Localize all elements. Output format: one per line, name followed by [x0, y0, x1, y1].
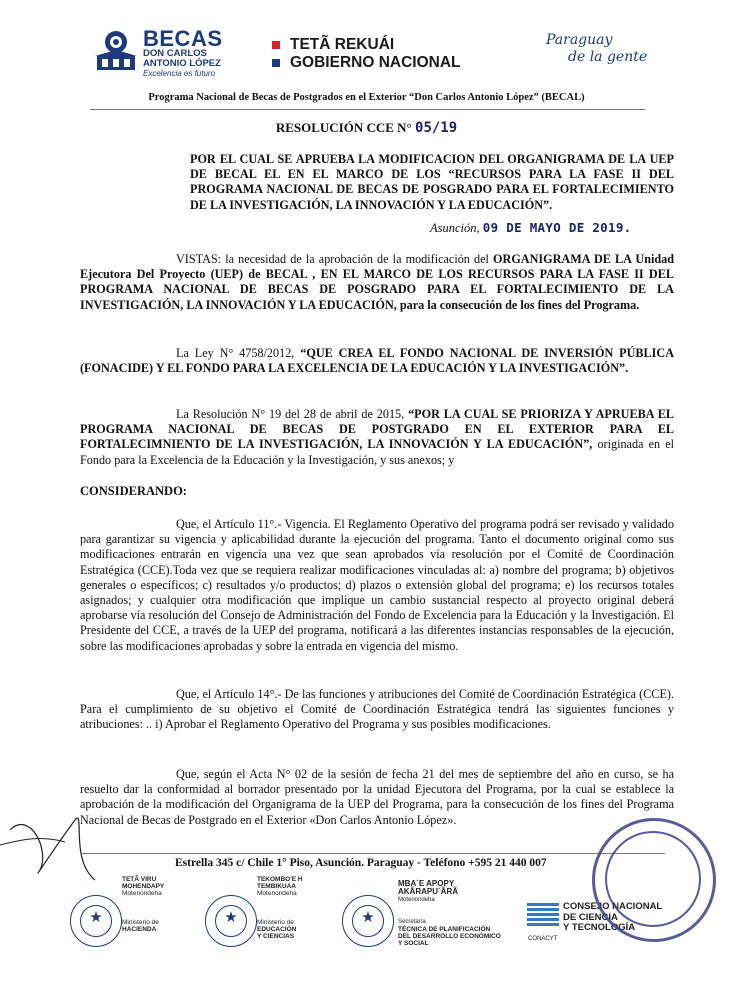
ley-lead: La Ley N° 4758/2012,: [176, 346, 295, 360]
hacienda-l5: HACIENDA: [122, 926, 157, 933]
official-stamp: [592, 818, 716, 942]
becas-title: BECAS: [143, 26, 223, 51]
considerando-heading: CONSIDERANDO:: [80, 484, 187, 498]
educacion-l5: EDUCACIÓN: [257, 926, 297, 933]
educacion-l2: TEMBIKUAA: [257, 883, 296, 890]
considerando-paragraph-3: [80, 767, 674, 828]
gov-line-2: GOBIERNO NACIONAL: [290, 54, 461, 71]
blue-square-icon: [272, 59, 280, 67]
considerando-paragraph-1: [80, 517, 674, 654]
resolucion-19-lead: La Resolución N° 19 del 28 de abril de 2015,: [176, 407, 405, 421]
resolucion-19-tail: originada en el Fondo para la Excelencia de la Educación y la Investigación, y sus anexos; y: [80, 437, 674, 467]
gobierno-nacional-logo: [272, 36, 461, 72]
educacion-l1: TEKOMBO'E H: [257, 876, 303, 883]
becas-line-3: ANTONIO LÓPEZ: [143, 58, 221, 69]
stp-seal-icon: ★: [342, 895, 394, 947]
handwritten-signature: [0, 790, 120, 900]
footer-address: Estrella 345 c/ Chile 1° Piso, Asunción. Paraguay - Teléfono +595 21 440 007: [175, 857, 547, 869]
resolution-title: [0, 120, 733, 136]
hacienda-seal-icon: ★: [70, 895, 122, 947]
stp-l4: Secretaría: [398, 919, 426, 925]
stp-l2: AKÃRAPU´ÃRÃ: [398, 887, 458, 896]
educacion-seal-icon: ★: [205, 895, 257, 947]
stp-l1: MBA´E APOPY: [398, 879, 455, 888]
resolucion-19-paragraph: [80, 407, 674, 468]
hacienda-l3: Motenondeha: [122, 890, 162, 897]
ley-bold: “QUE CREA EL FONDO NACIONAL DE INVERSIÓN PÚBLICA (FONACIDE) Y EL FONDO PARA LA EXCELENCIA DE LA EDUCACIÓN Y LA INVESTIGACIÓN”.: [80, 346, 674, 376]
paraguay-de-la-gente-logo: [546, 32, 647, 66]
vistas-lead: VISTAS: la necesidad de la aprobación de la modificación del: [176, 252, 489, 266]
conacyt-l2: DE CIENCIA: [563, 911, 618, 923]
becas-line-2: DON CARLOS: [143, 48, 207, 59]
resolution-prefix: RESOLUCIÓN CCE N°: [275, 120, 412, 135]
resolution-number: 05/19: [415, 120, 458, 136]
conacyt-l3: Y TECNOLOGÍA: [563, 922, 636, 933]
ley-paragraph: [80, 346, 674, 376]
red-square-icon: [272, 41, 280, 49]
vistas-bold: ORGANIGRAMA DE LA Unidad Ejecutora Del Proyecto (UEP) de BECAL , EN EL MARCO DE LOS RECURSOS PARA LA FASE II DEL PROGRAMA NACIONAL DE BECAS DE POSGRADO PARA EL FORTALECIMIENTO DE LA INVESTIGACIÓN, LA INNOVACIÓN Y LA EDUCACIÓN, para la consecución de los fines del Programa.: [80, 252, 675, 312]
conacyt-l1: CONSEJO NACIONAL: [563, 901, 663, 912]
resolucion-19-bold: “POR LA CUAL SE PRIORIZA Y APRUEBA EL PROGRAMA NACIONAL DE BECAS DE POSTGRADO EN EL EXTERIOR PARA EL FORTALECIMNIENTO DE LA INVESTIGACIÓN, LA INNOVACIÓN Y LA EDUCACIÓN”,: [80, 407, 674, 452]
considerando-p2-text: Que, el Artículo 14°.- De las funciones y atribuciones del Comité de Coordinación Estratégica (CCE). Para el cumplimiento de su objetivo el Comité de Coordinación Estratégica tendrá las siguientes funciones y atribuciones: .. i) Aprobar el Reglamento Operativo del Programa y sus posibles modificaciones.: [80, 687, 674, 732]
becas-logo: [93, 26, 253, 84]
stp-l5: TÉCNICA DE PLANIFICACIÓN: [398, 926, 491, 933]
date-value: 09 DE MAYO DE 2019.: [482, 220, 632, 235]
resolution-date: [430, 220, 631, 236]
educacion-text: [257, 876, 303, 940]
becas-tagline: Excelencia es futuro: [143, 69, 216, 78]
conacyt-label: CONACYT: [528, 936, 558, 942]
paraguay-line-1: Paraguay: [546, 32, 613, 48]
program-title: Programa Nacional de Becas de Postgrados en el Exterior “Don Carlos Antonio López” (BECAL): [148, 92, 585, 103]
hacienda-l4: Ministerio de: [122, 919, 159, 926]
vistas-paragraph: [80, 252, 674, 313]
becas-emblem-icon: [93, 26, 139, 76]
footer-divider: [80, 853, 665, 854]
educacion-l3: Motenondeha: [257, 890, 297, 897]
resolution-subject: POR EL CUAL SE APRUEBA LA MODIFICACION DEL ORGANIGRAMA DE LA UEP DE BECAL EL EN EL MARCO DE LOS “RECURSOS PARA LA FASE II DEL PROGRAMA NACIONAL DE BECAS DE POSGRADO PARA EL FORTALECIMIENTO DE LA INVESTIGACIÓN, LA INNOVACIÓN Y LA EDUCACIÓN”.: [190, 152, 674, 212]
stp-l3: Motenondeha: [398, 897, 435, 903]
stp-l6: DEL DESARROLLO ECONÓMICO: [398, 933, 501, 940]
educacion-l4: Ministerio de: [257, 919, 294, 926]
considerando-paragraph-2: [80, 687, 674, 733]
conacyt-bars-icon: [527, 903, 559, 931]
hacienda-l2: MOHENDAPY: [122, 883, 165, 890]
considerando-p3-text: Que, según el Acta N° 02 de la sesión de fecha 21 del mes de septiembre del año en curso, se ha resuelto dar la conformidad al borrador presentado por la unidad Ejecutora del Programa, por la cual se establece la aprobación de la modificación del Organigrama de la UEP del Programa, para la consecución de los fines del Programa Nacional de Becas de Postgrado en el Exterior «Don Carlos Antonio López».: [80, 767, 674, 827]
date-city: Asunción,: [430, 221, 480, 235]
hacienda-l1: TETÃ VIRU: [122, 876, 157, 883]
header-divider: [90, 109, 645, 110]
stp-text: [398, 880, 501, 947]
educacion-l6: Y CIENCIAS: [257, 933, 295, 940]
considerando-p1-text: Que, el Artículo 11°.- Vigencia. El Reglamento Operativo del programa podrá ser revisado y validado para garantizar su vigencia y aplicabilidad durante la ejecución del programa. Tanto el documento original como sus modificaciones entrarán en vigencia una vez que sean aprobados vía resolución por el Comité de Coordinación Estratégica (CCE).Toda vez que se requiera realizar modificaciones vinculadas al: a) nombre del programa; b) objetivos generales o específicos; c) resultados y/o productos; d) plazos o extensión global del programa; e) los recursos totales asignados; y cualquier otra modificación que implique un cambio sustancial respecto al proyecto original deberá aprobarse vía resolución del Consejo de Administración del Fondo de Excelencia para la Educación y la Investigación. El Presidente del CCE, a través de la UEP del programa, notificará a las diferentes instancias responsables de la ejecución, sobre las modificaciones aprobadas y sobre la entrada en vigencia del mismo.: [80, 517, 674, 653]
hacienda-text: [122, 876, 164, 933]
paraguay-line-2: de la gente: [568, 49, 648, 65]
gov-line-1: TETÃ REKUÁI: [290, 36, 395, 53]
stp-l7: Y SOCIAL: [398, 940, 429, 947]
